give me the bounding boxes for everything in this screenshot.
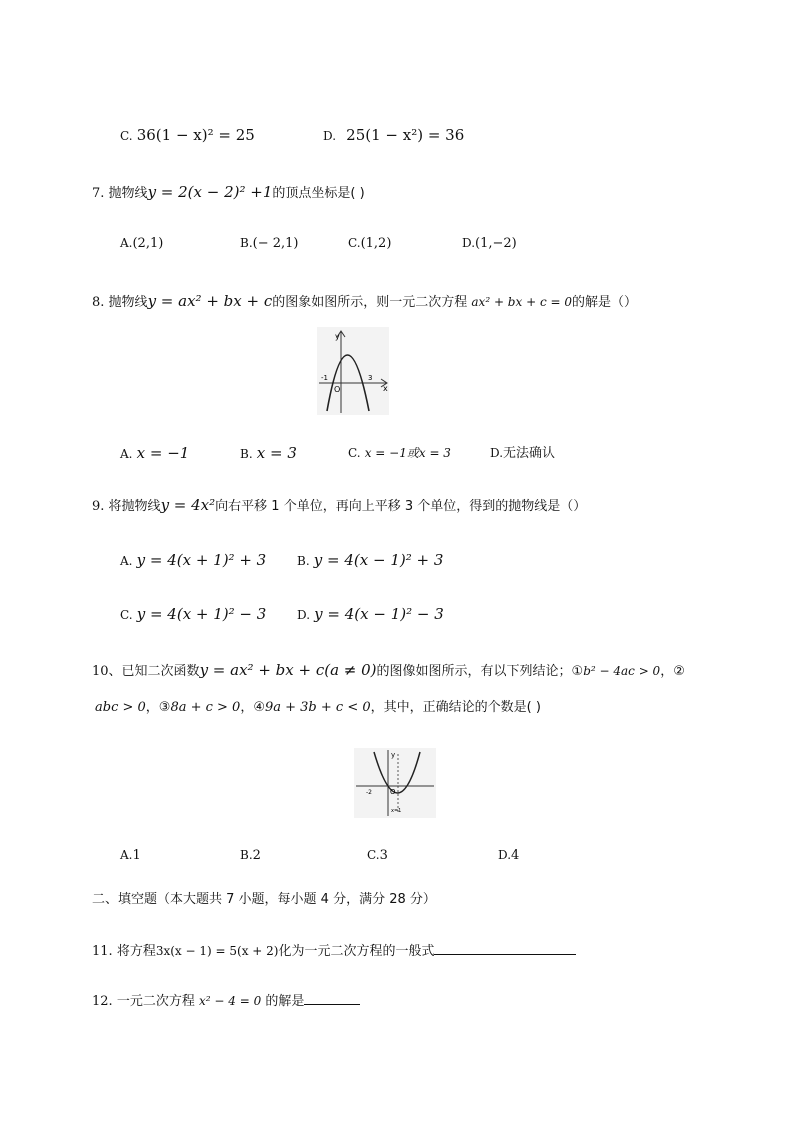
separator: ，③ — [145, 700, 171, 715]
question-text: 一元二次方程 — [116, 994, 195, 1009]
origin-label: O — [390, 788, 396, 796]
option-label: A. — [120, 554, 133, 568]
answer-blank[interactable] — [434, 940, 576, 955]
option-value: 3 — [379, 848, 388, 863]
option-value: (1,−2) — [475, 236, 517, 251]
question-number: 8. — [92, 295, 105, 310]
option-value: 2 — [252, 848, 261, 863]
q8-option-c — [348, 443, 451, 464]
x-axis-label: x — [383, 384, 388, 393]
q10-option-d — [498, 845, 519, 866]
option-label: A. — [120, 447, 133, 461]
question-9 — [92, 495, 586, 517]
option-label: D. — [297, 608, 311, 622]
question-7 — [92, 182, 365, 204]
option-label: A. — [120, 848, 133, 862]
option-value: y = 4(x − 1)² + 3 — [313, 551, 444, 569]
parabola-graph — [317, 327, 389, 415]
question-expression: x² − 4 = 0 — [198, 994, 262, 1008]
option-label: B. — [240, 848, 253, 862]
option-value: (1,2) — [360, 236, 392, 251]
answer-blank[interactable] — [304, 990, 360, 1005]
conclusion-3: 8a + c > 0 — [170, 700, 241, 715]
conclusion-1: b² − 4ac > 0 — [583, 664, 661, 678]
origin-label: O — [334, 385, 341, 394]
option-label: D. — [498, 848, 512, 862]
option-value: 无法确认 — [503, 446, 556, 461]
question-10 — [92, 660, 685, 682]
separator: ，④ — [240, 700, 265, 715]
q8-option-b — [240, 443, 297, 465]
option-value: 4 — [511, 848, 520, 863]
option-label: C. — [348, 446, 361, 460]
question-text: 抛物线 — [108, 295, 148, 310]
q9-option-a — [120, 550, 266, 572]
y-axis-label: y — [391, 751, 396, 759]
option-value: y = 4(x − 1)² − 3 — [314, 605, 444, 623]
q8-option-d — [490, 443, 555, 464]
section-2-title: 二、填空题（本大题共 7 小题，每小题 4 分，满分 28 分） — [92, 892, 436, 907]
question-number: 10、 — [92, 664, 122, 679]
question-expression: ax² + bx + c = 0 — [471, 295, 572, 309]
option-label: C. — [120, 608, 133, 622]
option-value: (− 2,1) — [252, 236, 299, 251]
option-label: D. — [490, 446, 504, 460]
option-value: y = 4(x + 1)² − 3 — [136, 605, 267, 623]
question-text: 已知二次函数 — [121, 664, 200, 679]
q8-parabola-figure — [317, 327, 389, 415]
option-label: D. — [462, 236, 476, 250]
q7-option-d — [462, 233, 517, 254]
option-label: C. — [120, 129, 133, 143]
question-expression: y = ax² + bx + c — [147, 292, 273, 310]
root-label-negative: -2 — [366, 789, 372, 796]
question-text: ，其中，正确结论的个数是( ) — [370, 700, 541, 715]
question-text: 的解是 — [265, 994, 305, 1009]
question-number: 12. — [92, 994, 113, 1009]
option-value: x = −1或x = 3 — [364, 446, 451, 460]
y-axis-label: y — [335, 332, 340, 341]
question-number: 7. — [92, 186, 105, 201]
option-label: D. — [323, 129, 337, 143]
question-text: 抛物线 — [108, 186, 148, 201]
root-label-positive: 3 — [368, 374, 373, 382]
question-expression: y = ax² + bx + c(a ≠ 0) — [199, 661, 377, 679]
question-text: 的顶点坐标是( ) — [272, 186, 365, 201]
q7-option-b — [240, 233, 298, 254]
question-11 — [92, 940, 576, 962]
q7-option-a — [120, 233, 163, 254]
conclusion-4: 9a + 3b + c < 0 — [264, 700, 371, 715]
option-label: B. — [240, 236, 253, 250]
symmetry-axis-label: x=1 — [391, 808, 402, 814]
root-label-negative: -1 — [321, 374, 328, 382]
question-expression: y = 2(x − 2)² +1 — [147, 183, 273, 201]
q9-option-c — [120, 604, 266, 626]
q10-option-a — [120, 845, 141, 866]
option-value: (2,1) — [132, 236, 164, 251]
q9-option-d — [297, 604, 444, 626]
option-label: C. — [348, 236, 361, 250]
q10-option-b — [240, 845, 261, 866]
question-number: 9. — [92, 499, 105, 514]
question-expression: y = 4x² — [160, 496, 216, 514]
option-expression: 25(1 − x²) = 36 — [346, 126, 465, 144]
question-text: 的解是（） — [571, 295, 637, 310]
option-value: y = 4(x + 1)² + 3 — [136, 551, 267, 569]
q6-option-d — [323, 125, 464, 147]
question-text: 将方程 — [116, 944, 156, 959]
option-label: A. — [120, 236, 133, 250]
question-expression: 3x(x − 1) = 5(x + 2) — [155, 944, 279, 958]
option-label: B. — [240, 447, 253, 461]
conclusion-2: abc > 0 — [95, 700, 146, 715]
option-value: x = −1 — [136, 444, 190, 462]
question-text: 的图像如图所示，有以下列结论；① — [376, 664, 584, 679]
question-text: 的图象如图所示，则一元二次方程 — [272, 295, 468, 310]
option-label: C. — [367, 848, 380, 862]
separator: ，② — [660, 664, 685, 679]
option-value: x = 3 — [256, 444, 297, 462]
q10-option-c — [367, 845, 388, 866]
question-text: 化为一元二次方程的一般式 — [278, 944, 435, 959]
parabola-graph — [354, 748, 436, 818]
q6-option-c — [120, 125, 255, 147]
option-value: 1 — [132, 848, 141, 863]
q9-option-b — [297, 550, 443, 572]
question-number: 11. — [92, 944, 113, 959]
parabola-curve — [374, 752, 420, 793]
question-12 — [92, 990, 360, 1012]
question-8 — [92, 291, 637, 313]
question-text: 将抛物线 — [108, 499, 161, 514]
q10-parabola-figure — [354, 748, 436, 818]
question-10-line2 — [95, 698, 541, 718]
option-expression: 36(1 − x)² = 25 — [136, 126, 255, 144]
question-text: 向右平移 1 个单位，再向上平移 3 个单位，得到的抛物线是（） — [215, 499, 587, 514]
q7-option-c — [348, 233, 391, 254]
q8-option-a — [120, 443, 189, 465]
option-label: B. — [297, 554, 310, 568]
